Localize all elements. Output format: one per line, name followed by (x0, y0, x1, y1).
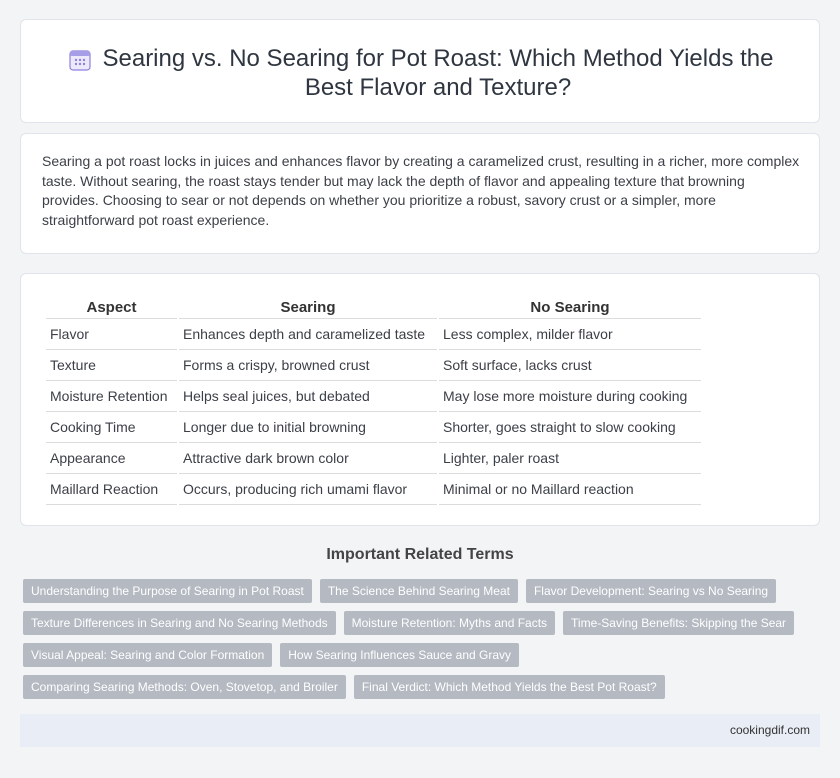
table-cell: Enhances depth and caramelized taste (179, 319, 437, 350)
related-term-link[interactable]: Final Verdict: Which Method Yields the Best Pot Roast? (354, 675, 665, 699)
table-row (46, 381, 701, 412)
table-header-row (46, 296, 701, 319)
table-row (46, 350, 701, 381)
table-cell: Flavor (46, 319, 177, 350)
related-term-link[interactable]: Comparing Searing Methods: Oven, Stovetop, and Broiler (23, 675, 346, 699)
table-cell: Shorter, goes straight to slow cooking (439, 412, 701, 443)
table-cell: Maillard Reaction (46, 474, 177, 505)
table-row (46, 474, 701, 505)
table-cell: Longer due to initial browning (179, 412, 437, 443)
tag-row (23, 675, 823, 699)
tag-row (23, 579, 823, 603)
table-cell: May lose more moisture during cooking (439, 381, 701, 412)
header-aspect: Aspect (46, 296, 177, 319)
table-row (46, 443, 701, 474)
table-row (46, 412, 701, 443)
table-cell: Texture (46, 350, 177, 381)
table-cell: Helps seal juices, but debated (179, 381, 437, 412)
table-cell: Moisture Retention (46, 381, 177, 412)
table-cell: Soft surface, lacks crust (439, 350, 701, 381)
related-term-link[interactable]: Understanding the Purpose of Searing in Pot Roast (23, 579, 312, 603)
table-cell: Appearance (46, 443, 177, 474)
related-term-link[interactable]: Time-Saving Benefits: Skipping the Sear (563, 611, 794, 635)
table-cell: Minimal or no Maillard reaction (439, 474, 701, 505)
comparison-table (44, 296, 703, 505)
related-term-link[interactable]: Visual Appeal: Searing and Color Formation (23, 643, 272, 667)
intro-card (20, 133, 820, 254)
table-row (46, 319, 701, 350)
intro-paragraph: Searing a pot roast locks in juices and enhances flavor by creating a caramelized crust, resulting in a richer, more complex taste. Without searing, the roast stays tender but may lack the depth of flavor and appealing texture that browning provides. Choosing to sear or not depends on whether you prioritize a robust, savory crust or a simpler, more straightforward pot roast experience. (42, 153, 800, 228)
footer-site-link[interactable]: cookingdif.com (729, 723, 810, 737)
table-cell: Lighter, paler roast (439, 443, 701, 474)
footer (20, 714, 820, 747)
tag-row (23, 611, 823, 635)
header-searing: Searing (179, 296, 437, 319)
table-cell: Cooking Time (46, 412, 177, 443)
tag-row (23, 643, 823, 667)
page-title: Searing vs. No Searing for Pot Roast: Which Method Yields the Best Flavor and Texture? (102, 45, 774, 101)
related-terms-list (23, 579, 823, 707)
related-term-link[interactable]: Moisture Retention: Myths and Facts (344, 611, 555, 635)
comparison-table-card (20, 273, 820, 526)
related-term-link[interactable]: Texture Differences in Searing and No Searing Methods (23, 611, 336, 635)
table-cell: Attractive dark brown color (179, 443, 437, 474)
related-term-link[interactable]: How Searing Influences Sauce and Gravy (280, 643, 519, 667)
table-cell: Forms a crispy, browned crust (179, 350, 437, 381)
related-term-link[interactable]: Flavor Development: Searing vs No Searing (526, 579, 776, 603)
header-no-searing: No Searing (439, 296, 701, 319)
related-terms-heading: Important Related Terms (326, 546, 514, 563)
related-term-link[interactable]: The Science Behind Searing Meat (320, 579, 518, 603)
table-cell: Occurs, producing rich umami flavor (179, 474, 437, 505)
title-card (20, 19, 820, 123)
table-cell: Less complex, milder flavor (439, 319, 701, 350)
